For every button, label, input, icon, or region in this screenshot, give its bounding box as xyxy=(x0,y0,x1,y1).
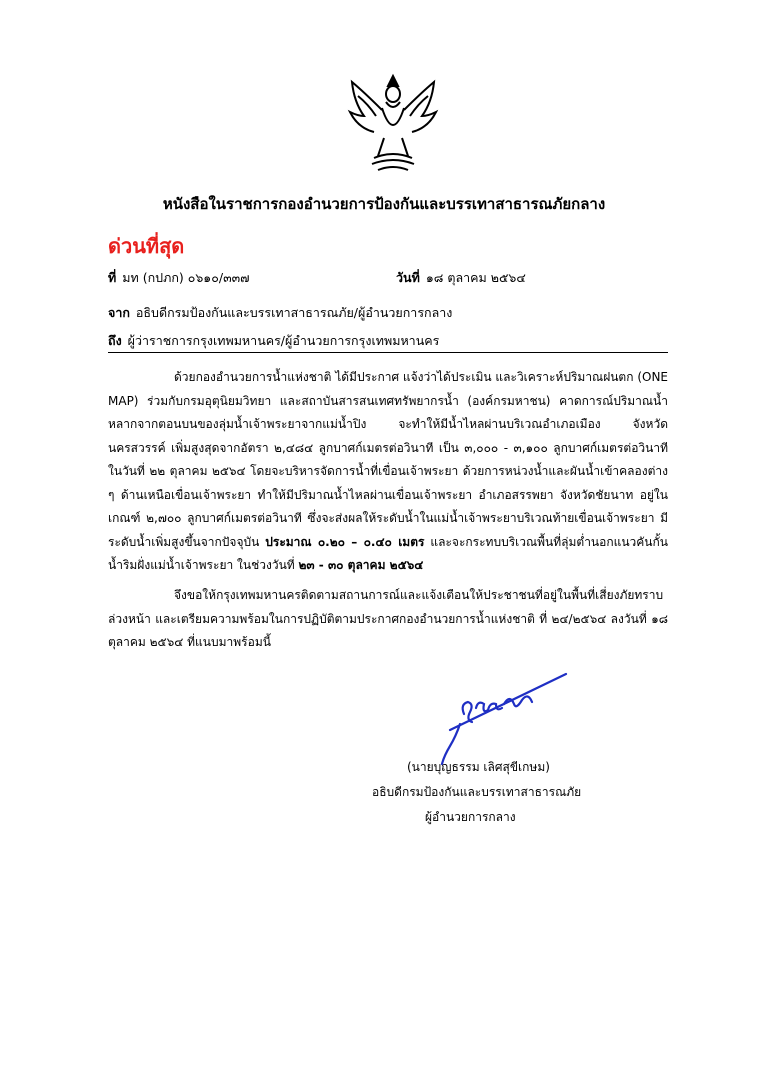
signatory-position-1: อธิบดีกรมป้องกันและบรรเทาสาธารณภัย xyxy=(372,785,582,799)
document-date xyxy=(396,268,526,288)
from-value: อธิบดีกรมป้องกันและบรรเทาสาธารณภัย/ผู้อำนวยการกลาง xyxy=(135,305,453,320)
date-label: วันที่ xyxy=(396,270,420,285)
from-label: จาก xyxy=(108,305,130,320)
garuda-emblem-icon xyxy=(344,72,442,176)
from-line xyxy=(108,303,452,323)
p1-date-range: ๒๓ - ๓๐ ตุลาคม ๒๕๖๔ xyxy=(298,558,424,572)
reference-label: ที่ xyxy=(108,270,117,285)
reference-number xyxy=(108,268,250,288)
p1-water-level: ประมาณ ๐.๒๐ – ๐.๔๐ เมตร xyxy=(265,534,425,549)
date-value: ๑๘ ตุลาคม ๒๕๖๔ xyxy=(425,270,526,285)
to-value: ผู้ว่าราชการกรุงเทพมหานคร/ผู้อำนวยการกรุงเทพมหานคร xyxy=(127,333,440,348)
header-divider xyxy=(108,352,668,353)
signatory-name: (นายบุญธรรม เลิศสุขีเกษม) xyxy=(407,760,550,774)
p1-text-c: และจะกระทบบริเวณพื้นที่ลุ่มต่ำนอกแนวคันกั้นน้ำริมฝั่งแม่น้ำเจ้าพระยา ในช่วงวันที่ xyxy=(108,534,668,572)
signature-scribble xyxy=(420,660,580,770)
document-heading: หนังสือในราชการกองอำนวยการป้องกันและบรรเทาสาธารณภัยกลาง xyxy=(162,195,606,213)
p1-text-a: ด้วยกองอำนวยการน้ำแห่งชาติ ได้มีประกาศ แจ้งว่าได้ประเมิน และวิเคราะห์ปริมาณฝนตก (ONE MAP) ร่วมกับกรมอุตุนิยมวิทยา และสถาบันสารสนเทศทรัพยากรน้ำ (องค์กรมหาชน) คาดการณ์ปริมาณน้ำหลากจากตอนบนของลุ่มน้ำเจ้าพระยาจากแม่น้ำปิง จะทำให้มีน้ำไหลผ่านบริเวณอำเภอเมือง จังหวัดนครสวรรค์ เพิ่มสูงสุดจากอัตรา ๒,๔๘๔ ลูกบาศก์เมตรต่อวินาที เป็น ๓,๐๐๐ - ๓,๑๐๐ ลูกบาศก์เมตรต่อวินาที ในวันที่ ๒๒ ตุลาคม ๒๕๖๔ โดยจะบริหารจัดการน้ำที่เขื่อนเจ้าพระยา ด้วยการหน่วงน้ำและผันน้ำเข้าคลองต่าง ๆ ด้านเหนือเขื่อนเจ้าพระยา ทำให้มีปริมาณน้ำไหลผ่านเขื่อนเจ้าพระยา อำเภอสรรพยา จังหวัดชัยนาท อยู่ในเกณฑ์ ๒,๗๐๐ ลูกบาศก์เมตรต่อวินาที ซึ่งจะส่งผลให้ระดับน้ำในแม่น้ำเจ้าพระยาบริเวณท้ายเขื่อนเจ้าพระยา มีระดับน้ำเพิ่มสูงขึ้นจากปัจจุบัน xyxy=(108,370,668,549)
body-paragraph-2: จึงขอให้กรุงเทพมหานครติดตามสถานการณ์และแจ้งเตือนให้ประชาชนที่อยู่ในพื้นที่เสี่ยงภัยทราบล่วงหน้า และเตรียมความพร้อมในการปฏิบัติตามประกาศกองอำนวยการน้ำแห่งชาติ ที่ ๒๔/๒๕๖๔ ลงวันที่ ๑๘ ตุลาคม ๒๕๖๔ ที่แนบมาพร้อมนี้ xyxy=(108,588,668,649)
to-line xyxy=(108,331,439,351)
signatory-position-2: ผู้อำนวยการกลาง xyxy=(425,810,516,824)
reference-value: มท (กปภก) ๐๖๑๐/๓๓๗ xyxy=(122,270,250,285)
urgency-label: ด่วนที่สุด xyxy=(108,234,185,258)
body-paragraph-1 xyxy=(108,366,668,578)
to-label: ถึง xyxy=(108,333,122,348)
